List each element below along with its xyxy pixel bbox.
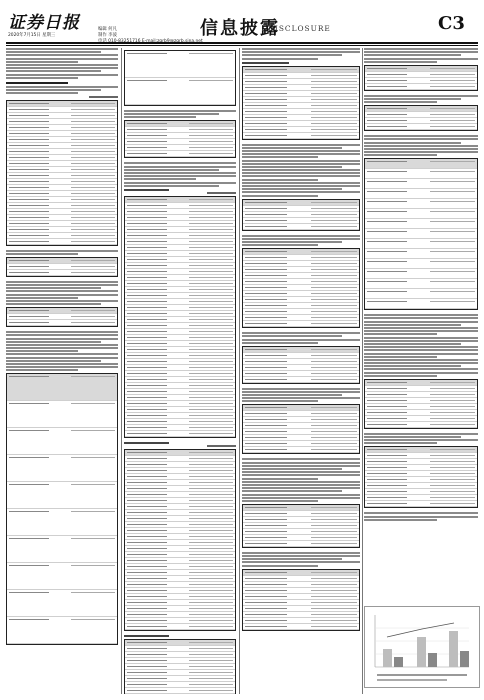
summary-table-2 bbox=[364, 105, 478, 131]
column-2 bbox=[124, 48, 236, 694]
revenue-table bbox=[242, 199, 360, 231]
small-table bbox=[6, 307, 118, 327]
editor-line: 编辑 何凡 bbox=[98, 27, 117, 32]
indicator-table bbox=[242, 66, 360, 140]
income-statement-table bbox=[124, 449, 236, 631]
chart-legend-placeholder bbox=[377, 674, 467, 676]
cost-table bbox=[242, 248, 360, 328]
inset-chart bbox=[364, 606, 480, 688]
summary-table bbox=[364, 65, 478, 91]
holder-table bbox=[6, 100, 118, 246]
column-divider bbox=[121, 48, 122, 694]
gross-margin-table bbox=[242, 404, 360, 454]
section-title: 信息披露 bbox=[200, 18, 280, 39]
dateline: 2020年7月15日 星期三 bbox=[8, 33, 56, 38]
column-divider bbox=[239, 48, 240, 694]
newspaper-logo: 证券日报 bbox=[8, 13, 80, 33]
section-subtitle: DISCLOSURE bbox=[268, 24, 331, 33]
continued-table bbox=[124, 50, 236, 106]
column-1 bbox=[6, 48, 118, 694]
region-table bbox=[242, 569, 360, 631]
chart-bar bbox=[417, 637, 426, 667]
column-3 bbox=[242, 48, 360, 694]
masthead-rule-thin bbox=[6, 45, 478, 46]
customer-table bbox=[364, 379, 478, 429]
small-table bbox=[6, 257, 118, 277]
segment-table bbox=[242, 504, 360, 548]
chart-line bbox=[387, 623, 454, 637]
chart-bar bbox=[383, 649, 392, 667]
chart-bar bbox=[428, 653, 437, 667]
column-divider bbox=[362, 48, 363, 694]
cashflow-table bbox=[124, 639, 236, 694]
supplier-table bbox=[364, 446, 478, 508]
expense-table bbox=[242, 346, 360, 384]
inset-chart-svg bbox=[365, 607, 479, 687]
chart-bar bbox=[394, 657, 403, 667]
chart-bar bbox=[460, 651, 469, 667]
chart-bar bbox=[449, 631, 458, 667]
capacity-table bbox=[364, 158, 478, 310]
info-table bbox=[124, 120, 236, 158]
producer-line: 制作 李波 bbox=[98, 33, 117, 38]
masthead-rule bbox=[6, 42, 478, 44]
column-4 bbox=[364, 48, 478, 694]
page-number: C3 bbox=[438, 13, 465, 34]
balance-sheet-table bbox=[124, 196, 236, 438]
risk-table bbox=[6, 373, 118, 645]
chart-legend-placeholder bbox=[377, 679, 447, 681]
masthead bbox=[0, 0, 484, 44]
